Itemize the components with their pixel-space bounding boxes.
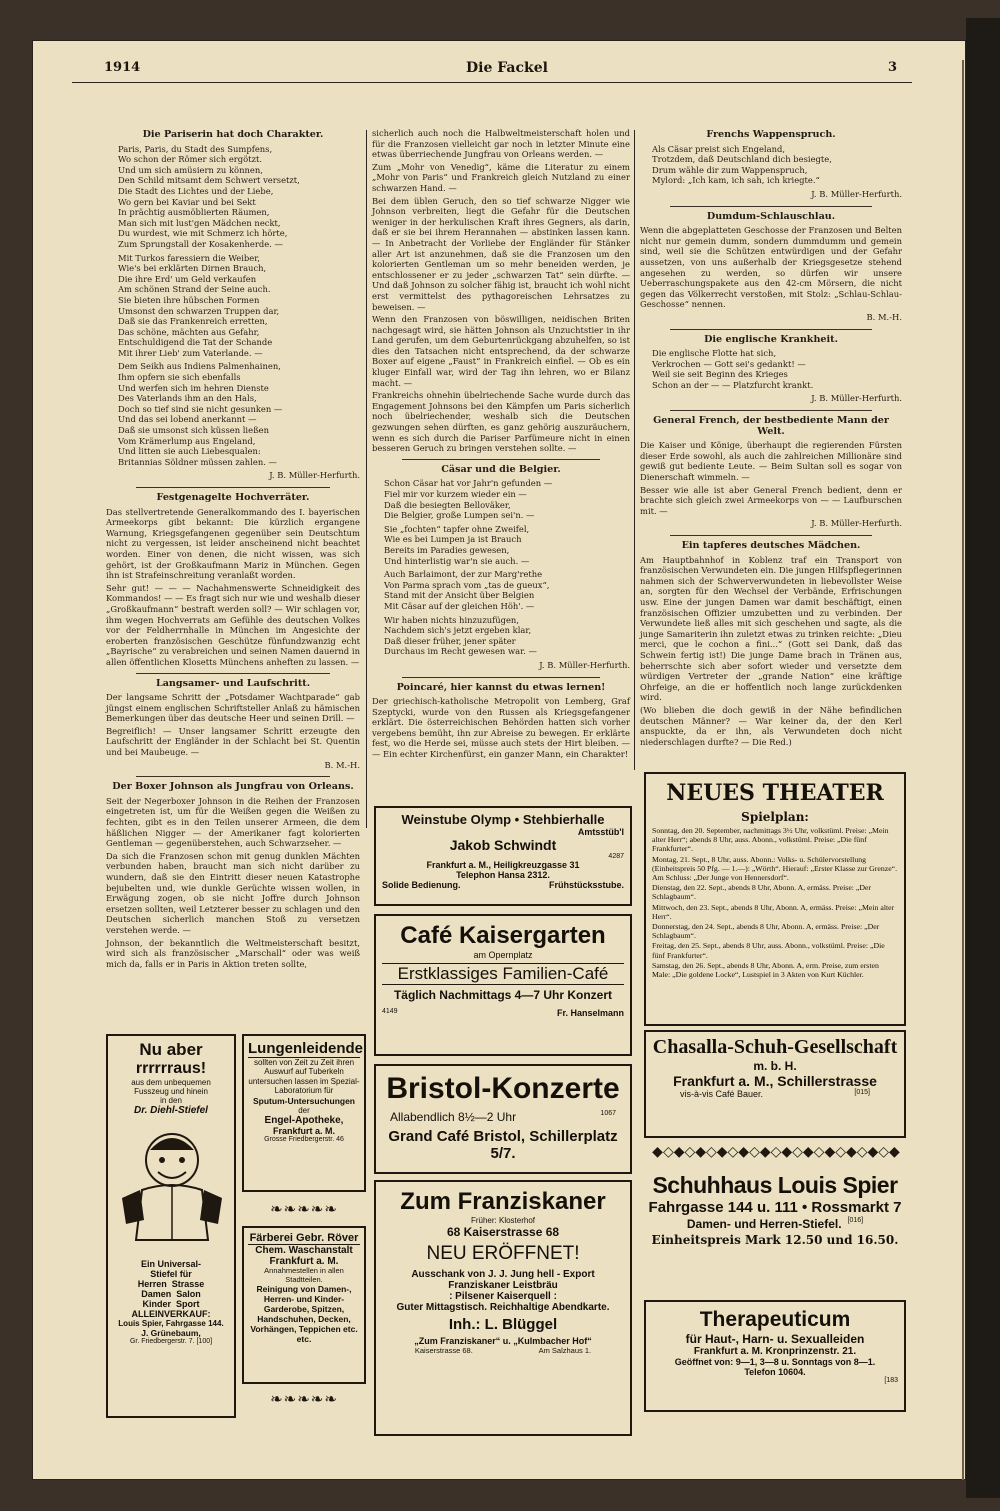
franziskaner-l4: Guter Mittagstisch. Reichhaltige Abendkarte.: [396, 1302, 610, 1313]
column-3: [640, 128, 902, 764]
theater-schedule-item: Dienstag, den 22. Sept., abends 8 Uhr, Abonn. A, ermäss. Preise: „Der Schlagbaum“.: [652, 883, 872, 902]
spier-ad: [644, 1172, 906, 1272]
divider: [670, 329, 872, 330]
theater-schedule-item: Freitag, den 25. Sept., abends 8 Uhr, auss. Abonn., volkstüml. Preise: „Die fünf Frankfurter“.: [652, 941, 885, 960]
nuaber-l4: Fusszeug und hinein: [134, 1087, 208, 1096]
divider: [136, 776, 330, 777]
divider: [670, 410, 872, 411]
column-rule-2: [634, 130, 635, 770]
poem-stanza: Sie „fochten“ tapfer ohne Zweifel, Wie es bei Lumpen ja ist Brauch Bereits im Paradies gewesen, Und hinterlistig war'n sie auch. —: [384, 523, 530, 566]
cafe-line: Erstklassiges Familien-Café: [382, 963, 624, 985]
chasalla-mbh: m. b. H.: [753, 1059, 797, 1073]
article-paragraph: Da sich die Franzosen schon mit genug dunklen Mächten verbunden haben, braucht man sich nicht darüber zu wundern, daß sie den Eintritt dieser neuen Katastrophe bejubelten und, wie dunkle Gerüchte wissen wollen, in Erwägung zogen, ob sie nicht Joffre durch Johnson ersetzen sollten, weil Letzterer besser zu schlagen und den Deutschen sicherlich manchen Stoß zu versetzen verstehen werde. —: [106, 850, 360, 935]
spier-addr: Fahrgasse 144 u. 111 • Rossmarkt 7: [648, 1199, 902, 1216]
divider: [670, 206, 872, 207]
article-signature: J. B. Müller-Herfurth.: [811, 518, 902, 529]
chasalla-addr: Frankfurt a. M., Schillerstrasse: [673, 1073, 877, 1089]
book-spine: [966, 18, 1000, 1498]
divider: [670, 535, 872, 536]
lungen-title: Lungenleidende: [248, 1040, 364, 1057]
nuaber-l6: Dr. Diehl-Stiefel: [134, 1105, 208, 1116]
article-title: Poincaré, hier kannst du etwas lernen!: [396, 681, 606, 693]
article-paragraph: Wenn die abgeplatteten Geschosse der Franzosen und Belten nicht nur gemein dumm, sondern dummdumm und gemein sind, weil sie die Schützen entwürdigen und der Gefahr aussetzen, von uns außerhalb der Kriegsgesetze stehend angesehen zu werden, so dürfen wir unsere Ueberraschungspakete aus den 42-cm Mörsern, die nicht gegen das Völkerrecht verstoßen, mit Stolz: „Schlau-Schlau-Geschosse“ nennen.: [640, 225, 902, 310]
poem-stanza: Dem Seikh aus Indiens Palmenhainen, Ihm opfern sie sich ebenfalls Und werfen sich im hehren Dienste Des Vaterlands ihm an den Hals, Doch so tief sind sie nicht gesunken — Und das sei lobend anerkannt — Daß sie umsonst sich küssen ließen Vom Krämerlump aus Engeland, Und litten sie auch Liebesqualen: Britannias Söldner müssen zahlen. —: [118, 361, 283, 467]
divider: [402, 677, 600, 678]
therapeuticum-l3: Geöffnet von: 9—1, 3—8 u. Sonntags von 8—1.: [674, 1357, 876, 1367]
column-1: [106, 128, 360, 1028]
article-title: Ein tapferes deutsches Mädchen.: [681, 540, 861, 551]
page-edge: [962, 60, 964, 1480]
theater-schedule-item: Sonntag, den 20. September, nachmittags 3½ Uhr, volkstüml. Preise: „Mein alter Herr“; abends 8 Uhr, auss. Abonn., volkstüml. Preise: „Die fünf Frankfurter“.: [652, 826, 889, 854]
lungen-l4: Engel-Apotheke,: [264, 1114, 344, 1126]
article-title: Cäsar und die Belgier.: [441, 463, 561, 475]
article-signature: J. B. Müller-Herfurth.: [539, 659, 630, 670]
therapeuticum-num: [183: [884, 1377, 898, 1384]
article-paragraph: Seit der Negerboxer Johnson in die Reihen der Franzosen eingetreten ist, um für die Weißen gegen die Weißen zu fechten, gibt es in den Teilen unserer Armeen, die dem häßlichen Nigger — der Amerikaner fagt kolorierten Gentleman — gegenüberstehen, auch Schwarzseher. —: [106, 795, 360, 849]
franziskaner-l6a: Kaiserstrasse 68.: [414, 1346, 473, 1355]
nuaber-l1: Nu aber: [139, 1040, 203, 1059]
chasalla-num: [015]: [854, 1089, 870, 1096]
franziskaner-l5: „Zum Franziskaner“ u. „Kulmbacher Hof“: [414, 1336, 592, 1346]
article-paragraph: Der griechisch-katholische Metropolit von Lemberg, Graf Szeptycki, wurde von den Russen als Kriegsgefangener erklärt. Die österreichischen Behörden hatten sich vorher vergebens bemüht, ihn zur Abreise zu bewegen. Er erklärte fest, wo die Herde sei, müsse auch stets der Hirt bleiben. — — Ein echter Kirchenfürst, ein ganzer Mann, ein Charakter!: [372, 696, 630, 760]
poem-stanza: Als Cäsar preist sich Engeland, Trotzdem, daß Deutschland dich besiegte, Drum wähle dir zum Wappenspruch, Mylord: „Ich kam, ich sah, ich kriegte.“: [652, 143, 832, 186]
bristol-row: [390, 1110, 616, 1124]
article-paragraph: Die Kaiser und Könige, überhaupt die regierenden Fürsten dieser Erde sowohl, als auch die zahlreichen Millionäre sind gewiß gut bediente Leute. — Beim Sultan soll es sogar von Dienerschaft wimmeln. —: [640, 440, 902, 483]
roever-l1: Chem. Waschanstalt: [255, 1245, 353, 1256]
weinstube-addr: Frankfurt a. M., Heiligkreuzgasse 31: [426, 860, 580, 870]
divider: [136, 487, 330, 488]
header-title: Die Fackel: [466, 60, 548, 76]
lungen-l1: sollten von Zeit zu Zeit ihren Auswurf auf Tuberkeln untersuchen lassen im Spezial-Laboratorium für: [248, 1058, 360, 1096]
poem-stanza: Wir haben nichts hinzuzufügen, Nachdem sich's jetzt ergeben klar, Daß dieser früher, jener später Durchaus im Recht gewesen war. —: [384, 614, 537, 657]
article-signature: J. B. Müller-Herfurth.: [811, 393, 902, 404]
lungen-l2: Sputum-Untersuchungen: [253, 1095, 355, 1106]
article-title: Der Boxer Johnson als Jungfrau von Orleans.: [112, 781, 354, 793]
roever-title: Färberei Gebr. Röver: [249, 1232, 359, 1244]
weinstube-tel: Telephon Hansa 2312.: [456, 870, 550, 880]
roever-l2: Frankfurt a. M.: [269, 1256, 339, 1267]
column-rule-1: [366, 130, 367, 828]
article-signature: B. M.-H.: [324, 759, 360, 770]
theater-schedule-item: Donnerstag, den 24. Sept., abends 8 Uhr, Abonn. A, ermäss. Preise: „Der Schlagbaum“.: [652, 922, 880, 941]
franziskaner-addr: 68 Kaiserstrasse 68: [446, 1225, 560, 1239]
chasalla-title: Chasalla-Schuh-Gesellschaft: [652, 1036, 898, 1058]
therapeuticum-l1: für Haut-, Harn- u. Sexualleiden: [685, 1332, 865, 1346]
lungen-l3: der: [298, 1105, 310, 1115]
franziskaner-ad: [374, 1180, 632, 1436]
weinstube-right: Frühstücksstube.: [548, 880, 624, 890]
nuaber-l11: Kinder Sport: [142, 1299, 200, 1309]
nuaber-l10: Damen Salon: [141, 1289, 201, 1299]
theater-schedule-item: Montag, 21. Sept., 8 Uhr, auss. Abonn.: Volks- u. Schülervorstellung (Einheitspreis 50 Pfg. — 1.—): „Wörth“. Hierauf: „Erster Klasse zur Grenze“. Am Schluss: „Der Junge von Hennersdorf“.: [652, 854, 898, 883]
nuaber-l8: Stiefel für: [150, 1269, 192, 1279]
theater-schedule-item: Mittwoch, den 23. Sept., abends 8 Uhr, Abonn. A, ermäss. Preise: „Mein alter Herr“.: [652, 902, 895, 921]
nuaber-l7: Ein Universal-: [140, 1259, 202, 1269]
article-title: Langsamer- und Laufschritt.: [155, 677, 311, 689]
article-paragraph: Sehr gut! — — — Nachahmenswerte Schneidigkeit des Kommandos! — — Es fragt sich nur wie und weshalb dieser „Großkaufmann“ bestraft werden soll? — Wir schlagen vor, ihm wegen Hochverrats am Gefühle des deutschen Volkes vor der Feldherrnhalle in München im Angesichte der eroberten französischen Geschütze fünfundzwanzig echt „Bayrische“ zu verabreichen und seinen Namen dauernd in allen öffentlichen Klosetts Münchens anheften zu lassen. —: [106, 582, 360, 667]
article-paragraph: Johnson, der bekanntlich die Weltmeisterschaft besitzt, wird sich als französischer „Marschall“ oder was weiß mich da, falls er in Paris in Aktion treten sollte,: [106, 937, 360, 969]
chasalla-footer: [650, 1089, 900, 1099]
article-paragraph: sicherlich auch noch die Halbweltmeisterschaft holen und für die Franzosen vielleicht gar noch in letzter Minute eine etwas überriechende Jungfrau von Orleans werden. —: [372, 128, 630, 160]
franziskaner-l6b: Am Salzhaus 1.: [538, 1346, 592, 1355]
article-paragraph: Der langsame Schritt der „Potsdamer Wachtparade“ gab jüngst einem englischen Schriftsteller Anlaß zu hämischen Bemerkungen über das deutsche Heer und seinen Drill. —: [106, 692, 360, 724]
article-paragraph: Besser wie alle ist aber General French bedient, denn er brachte sich gleich zwei Armeekorps von — — Laufburschen mit. —: [640, 484, 902, 516]
weinstube-footer: [382, 880, 624, 890]
spier-num: [016]: [847, 1217, 864, 1224]
franziskaner-l3: : Pilsener Kaiserquell :: [449, 1291, 557, 1302]
article-paragraph: Frankreichs ohnehin übelriechende Sache wurde durch das Engagement Johnsons bei den Kämpfen um Paris sicherlich noch übelriechender, weshalb sich die Deutschen gezwungen sehen dürften, es ganz gehörig auszuräuchern, wenn es sich durch die Pariser Parfümeure nicht in einen besseren Geruch zu bringen verstehen sollte. —: [372, 390, 630, 454]
theater-ad: [644, 772, 906, 1026]
bristol-addr: Grand Café Bristol, Schillerplatz 5/7.: [388, 1128, 618, 1162]
nuaber-l12: ALLEINVERKAUF:: [131, 1309, 211, 1319]
therapeuticum-title: Therapeuticum: [699, 1308, 851, 1331]
poem-stanza: Paris, Paris, du Stadt des Sumpfens, Wo schon der Römer sich ergötzt. Und um sich amüsiern zu können, Den Schild mitsamt dem Schwert versetzt, Die Stadt des Lichtes und der Liebe, Wo gern bei Kaviar und bei Sekt In prächtig ausmöblierten Räumen, Man sich mit lust'gen Mädchen neckt, Du wurdest, wie mit Schmerz ich hörte, Zum Sprungstall der Kosakenherde. —: [118, 143, 300, 249]
boy-illustration-icon: [112, 1120, 232, 1250]
spier-line: Damen- und Herren-Stiefel.: [686, 1217, 842, 1231]
article-title: Frenchs Wappenspruch.: [706, 129, 836, 140]
header-rule: [72, 82, 912, 83]
weinstube-name: Jakob Schwindt: [449, 837, 557, 853]
article-paragraph: (Wo blieben die doch gewiß in der Nähe befindlichen deutschen Männer? — War keiner da, der den Kerl anspuckte, da er ihn, als Verwundeten doch nicht niederschlagen durfte? — Die Red.): [640, 704, 902, 747]
article-paragraph: Das stellvertretende Generalkommando des I. bayerischen Armeekorps gibt bekannt: Die kürzlich ergangene Warnung, Kriegsgefangenen gegenüber sein Deutschtum nicht zu vergessen, ist leider anscheinend nicht beachtet worden. Einer von denen, die nicht wissen, was sich gehört, ist der Großkaufmann Mariz in München. Gegen ihn ist Strafeinschreitung veranlaßt worden.: [106, 506, 360, 581]
spier-title: Schuhhaus Louis Spier: [652, 1172, 898, 1198]
nuaber-l3: aus dem unbequemen: [131, 1078, 211, 1087]
article-title: Festgenagelte Hochverräter.: [156, 492, 310, 503]
bristol-title: Bristol-Konzerte: [386, 1072, 620, 1105]
article-signature: J. B. Müller-Herfurth.: [811, 188, 902, 199]
nuaber-l13: Louis Spier, Fahrgasse 144.: [118, 1319, 224, 1328]
roever-ad: [242, 1226, 366, 1384]
nuaber-l2: rrrrrraus!: [135, 1060, 207, 1077]
franziskaner-owner: Inh.: L. Blüggel: [448, 1316, 558, 1333]
column-2: [372, 128, 630, 796]
nuaber-l14: J. Grünebaum,: [141, 1328, 201, 1338]
article-paragraph: Wenn den Franzosen von böswilligen, neidischen Briten nachgesagt wird, sie hätten Johnson als Unzuchtstier in ihr Land gerufen, um dem Geburtenrückgang abzuhelfen, so ist dies den Tatsachen nicht entsprechend, da der schwarze Boxer auf eigene „Faust“ in Frankreich einfiel. — Ob es ein kluger Einfall war, wird der Tag ihn lehren, wo er Bilanz macht. —: [372, 314, 630, 388]
franziskaner-l1: Ausschank von J. J. Jung hell - Export: [411, 1269, 595, 1280]
weinstube-ad: [374, 806, 632, 906]
roever-l3: Annahmestellen in allen Stadtteilen.: [264, 1266, 344, 1284]
weinstube-line1: Weinstube Olymp • Stehbierhalle: [401, 812, 605, 827]
poem-stanza: Schon Cäsar hat vor Jahr'n gefunden — Fiel mir vor kurzem wieder ein — Daß die besiegten Belloväker, Die Belgier, große Lumpen sei'n. —: [384, 478, 553, 521]
nuaber-l5: in den: [160, 1096, 182, 1105]
bristol-num: 1067: [600, 1110, 616, 1117]
divider: [136, 673, 330, 674]
roever-l4: Reinigung von Damen-, Herren- und Kinder-Garderobe, Spitzen, Handschuhen, Decken, Vorhängen, Teppichen etc. etc.: [250, 1284, 358, 1345]
cafe-sub: am Opernplatz: [473, 950, 533, 960]
ornament-border: ❧❧❧❧❧: [270, 1200, 338, 1218]
article-title: General French, der bestbediente Mann der Welt.: [653, 415, 889, 437]
article-signature: J. B. Müller-Herfurth.: [269, 470, 360, 481]
article-signature: B. M.-H.: [866, 311, 902, 322]
spier-price: Einheitspreis Mark 12.50 und 16.50.: [651, 1233, 899, 1247]
lungen-ad: [242, 1034, 366, 1192]
weinstube-line2: Amtsstüb'l: [577, 827, 624, 837]
weinstube-num: 4287: [608, 853, 624, 860]
franziskaner-l2: Franziskaner Leistbräu: [448, 1280, 558, 1291]
franziskaner-former: Früher: Klosterhof: [470, 1216, 536, 1225]
chasalla-sub: vis-à-vis Café Bauer.: [680, 1089, 764, 1099]
header-page-number: 3: [888, 60, 898, 75]
article-title: Die englische Krankheit.: [704, 333, 838, 345]
spier-row: [644, 1217, 906, 1231]
bristol-line: Allabendlich 8½—2 Uhr: [390, 1110, 517, 1124]
franziskaner-footer: [382, 1346, 624, 1355]
therapeuticum-ad: [644, 1300, 906, 1412]
therapeuticum-tel: Telefon 10604.: [744, 1367, 806, 1377]
poem-stanza: Die englische Flotte hat sich, Verkrochen — Gott sei's gedankt! — Weil sie seit Beginn des Krieges Schon an der — — Platzfurcht krankt.: [652, 348, 814, 390]
theater-title: NEUES THEATER: [666, 780, 884, 806]
bristol-ad: [374, 1064, 632, 1174]
cafe-num: 4149: [382, 1008, 398, 1015]
ornament-border: ◆◇◆◇◆◇◆◇◆◇◆◇◆◇◆◇◆◇◆◇◆◇◆: [652, 1144, 900, 1160]
nuaber-l9: Herren Strasse: [137, 1279, 205, 1289]
cafe-footer: [382, 1008, 624, 1018]
cafe-ad: [374, 914, 632, 1056]
article-title: Dumdum-Schlauschlau.: [706, 210, 836, 222]
cafe-konzert: Täglich Nachmittags 4—7 Uhr Konzert: [393, 988, 613, 1002]
therapeuticum-l2: Frankfurt a. M. Kronprinzenstr. 21.: [693, 1346, 857, 1357]
poem-stanza: Mit Turkos faressiern die Weiber, Wie's bei erklärten Dirnen Brauch, Die ihre Erd' um Geld verkaufen Am schönen Strand der Seine auch. Sie bieten ihre hübschen Formen Umsonst den schwarzen Truppen dar, Daß sie das Frankenreich erretten, Das schöne, mächten aus Gefahr, Entschuldigend die Tat der Schande Mit ihrer Lieb' zum Vaterlande. —: [118, 252, 280, 358]
franziskaner-title: Zum Franziskaner: [400, 1188, 606, 1215]
cafe-title: Café Kaisergarten: [400, 922, 606, 949]
lungen-l6: Grosse Friedbergerstr. 46: [264, 1135, 344, 1143]
franziskaner-open: NEU ERÖFFNET!: [426, 1243, 580, 1264]
chasalla-ad: [644, 1030, 906, 1138]
lungen-l5: Frankfurt a. M.: [272, 1125, 335, 1136]
theater-subtitle: Spielplan:: [741, 810, 809, 824]
article-paragraph: Begreiflich! — Unser langsamer Schritt erzeugte den Laufschritt der Engländer in der Schlacht bei St. Quentin und bei Maubeuge. —: [106, 725, 360, 758]
article-paragraph: Am Hauptbahnhof in Koblenz traf ein Transport von französischen Verwundeten ein. Die jungen Hilfspflegerinnen nahmen sich der Schwerverwundeten in liebevollster Weise an, sorgten für den Wechsel der Verbände, Erfrischungen usw. Eine der jungen Damen war damit beschäftigt, einen französischen Offizier umzubetten und zu verbinden. Der Verwundete ließ alles mit sich geschehen und sagte, als die junge Samariterin ihn zuletzt etwas zu trinken reichte: „Dieu merci, que le cochon a fini...“ (Gott sei Dank, daß das Schwein fertig ist!) Die junge Dame brach in Tränen aus, beherrschte sich aber sofort wieder und versetzte dem würdigen Vertreter der „grande Nation“ eine kräftige Ohrfeige, an die er hoffentlich noch lange zurückdenken wird.: [640, 554, 902, 703]
theater-schedule-item: Samstag, den 26. Sept., abends 8 Uhr, Abonn. A, erm. Preise, zum ersten Male: „Die goldene Locke“, Lustspiel in 3 Akten von Kurt Küchler.: [652, 960, 879, 980]
weinstube-left: Solide Bedienung.: [382, 880, 461, 890]
article-title: Die Pariserin hat doch Charakter.: [142, 129, 324, 140]
cafe-owner: Fr. Hanselmann: [556, 1008, 624, 1018]
poem-stanza: Auch Barlaimont, der zur Marg'rethe Von Parma sprach vom „tas de gueux“, Stand mit der Ansicht über Belgien Mit Cäsar auf der gleichen Höh'. —: [384, 569, 550, 611]
ornament-border: ❧❧❧❧❧: [270, 1390, 338, 1408]
nuaber-l15: Gr. Friedbergerstr. 7. [100]: [129, 1338, 213, 1345]
header-year: 1914: [104, 60, 141, 75]
article-paragraph: Bei dem üblen Geruch, den so tief schwarze Nigger wie Johnson verbreiten, liegt die Gefahr für die Deutschen weniger in der herkulischen Kraft ihres Gegners, als darin, daß er sie bei ihrem Herannahen — abstinken lassen kann. — In Anbetracht der Vorliebe der Engländer für Stänker aller Art ist anzunehmen, daß sie die Franzosen um den kolorierten Gentleman um so mehr beneiden werden, je entschlossener er zu jeder „schwarzen Tat“ sein dürfte. — Und daß Johnson zu solcher fähig ist, braucht ich wohl nicht erst vermittelst des pythagoreischen Lehrsatzes zu beweisen. —: [372, 195, 630, 312]
nuaber-ad: [106, 1034, 236, 1418]
article-paragraph: Zum „Mohr von Venedig“, käme die Literatur zu einem „Mohr von Paris“ und Frankreich gleich Nutzland zu einer schwarzen Hand. —: [372, 161, 630, 193]
divider: [402, 459, 600, 460]
